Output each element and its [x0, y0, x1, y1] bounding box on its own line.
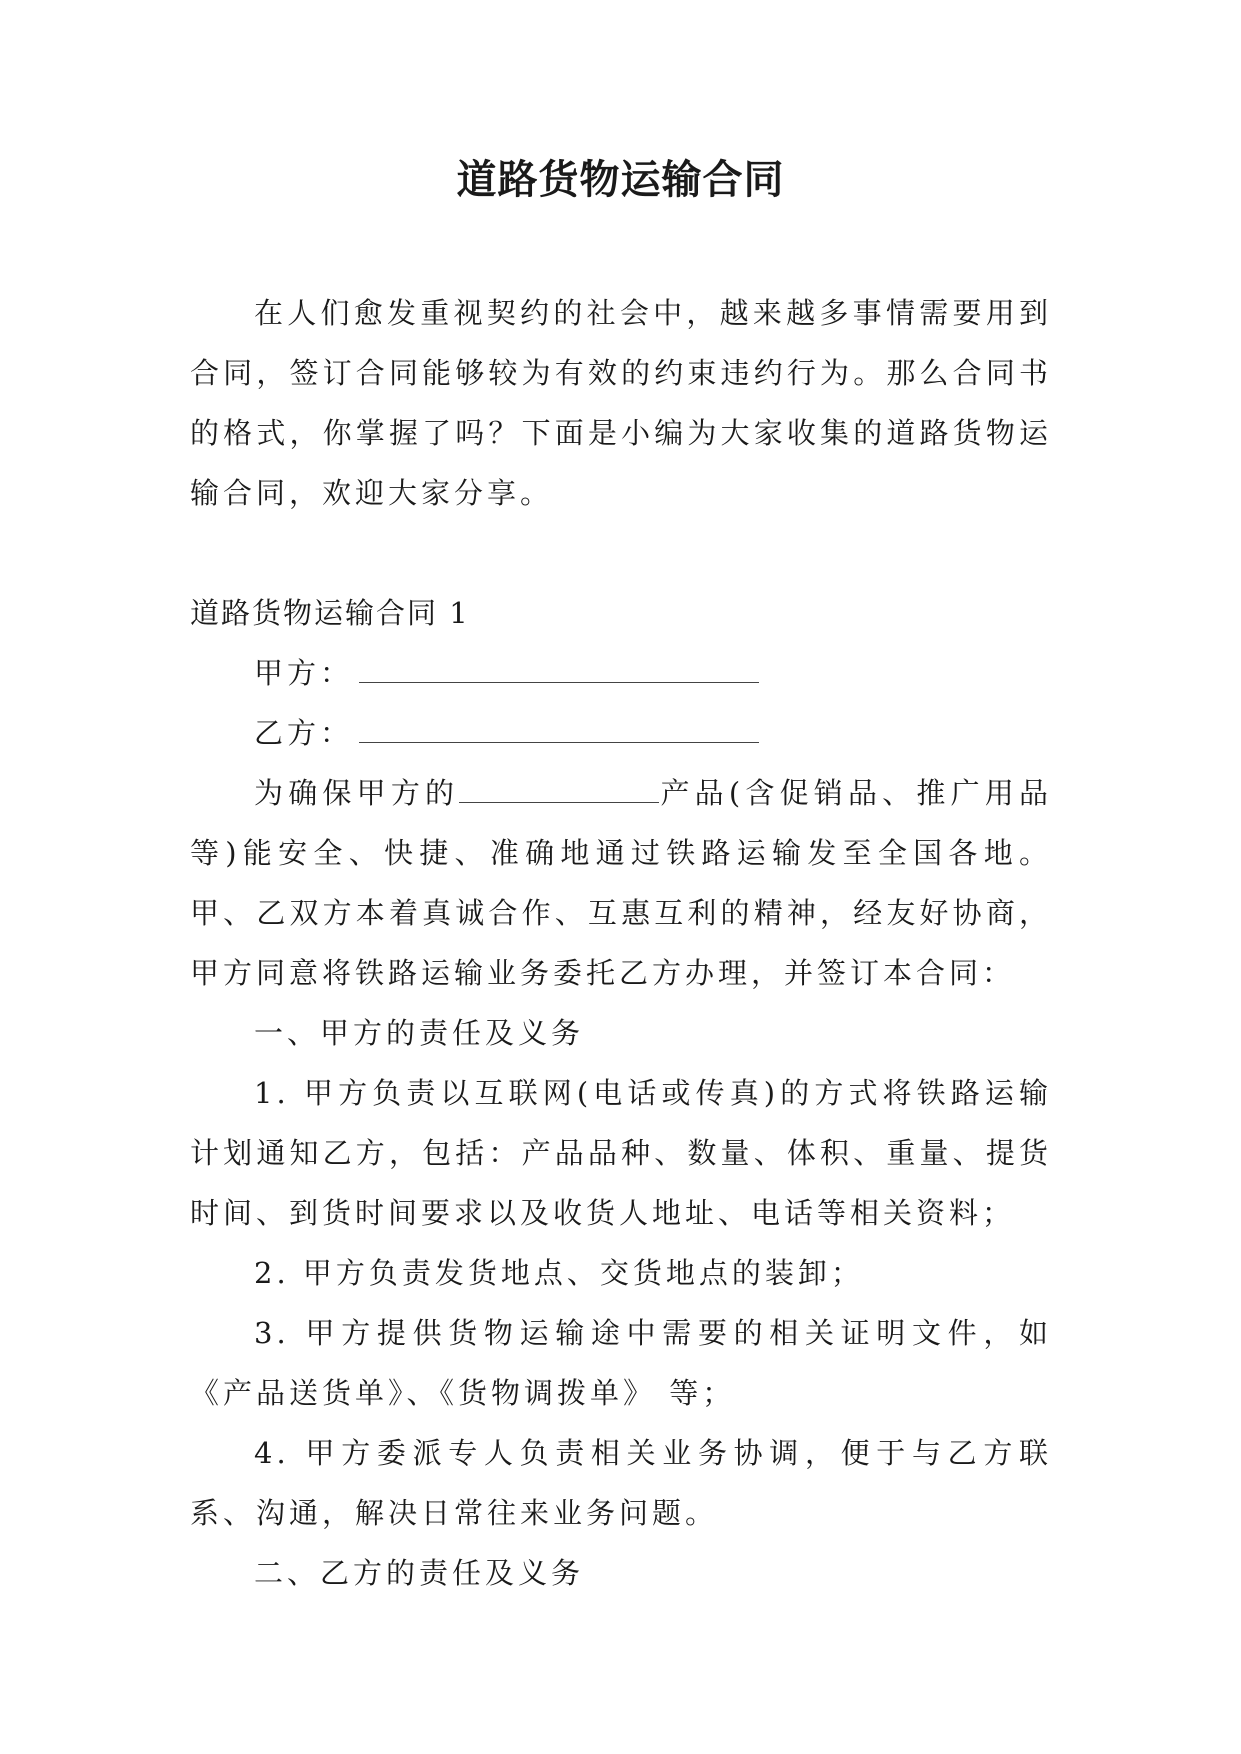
party-a-blank [359, 660, 759, 683]
party-b-blank [359, 720, 759, 743]
clause-a-4: 4. 甲方委派专人负责相关业务协调，便于与乙方联系、沟通，解决日常往来业务问题。 [190, 1436, 1052, 1530]
intro-paragraph: 在人们愈发重视契约的社会中，越来越多事情需要用到合同，签订合同能够较为有效的约束违约行为。那么合同书的格式，你掌握了吗？下面是小编为大家收集的道路货物运输合同，欢迎大家分享。 [190, 296, 1052, 510]
purpose-prefix: 为确保甲方的 [254, 776, 460, 810]
contract-section-title: 道路货物运输合同 1 [190, 596, 470, 630]
product-blank [459, 780, 659, 803]
clause-a-3: 3. 甲方提供货物运输途中需要的相关证明文件，如《产品送货单》、《货物调拨单》 等； [190, 1316, 1052, 1410]
heading-party-a-duties: 一、甲方的责任及义务 [254, 1016, 585, 1050]
party-b-label: 乙方： [254, 716, 354, 750]
heading-party-b-duties: 二、乙方的责任及义务 [254, 1556, 585, 1590]
party-a-label: 甲方： [254, 656, 354, 690]
party-b-line [190, 703, 1052, 763]
clause-a-2: 2. 甲方负责发货地点、交货地点的装卸； [254, 1256, 864, 1290]
document-body [190, 283, 1052, 1603]
clause-a-1: 1. 甲方负责以互联网(电话或传真)的方式将铁路运输计划通知乙方，包括：产品品种、数量、体积、重量、提货时间、到货时间要求以及收货人地址、电话等相关资料； [190, 1076, 1052, 1230]
purpose-paragraph [190, 763, 1052, 1003]
purpose-suffix: 产品(含促销品、推广用品等)能安全、快捷、准确地通过铁路运输发至全国各地。甲、乙双方本着真诚合作、互惠互利的精神，经友好协商，甲方同意将铁路运输业务委托乙方办理，并签订本合同： [190, 776, 1052, 990]
document-title: 道路货物运输合同 [456, 157, 785, 203]
party-a-line [190, 643, 1052, 703]
